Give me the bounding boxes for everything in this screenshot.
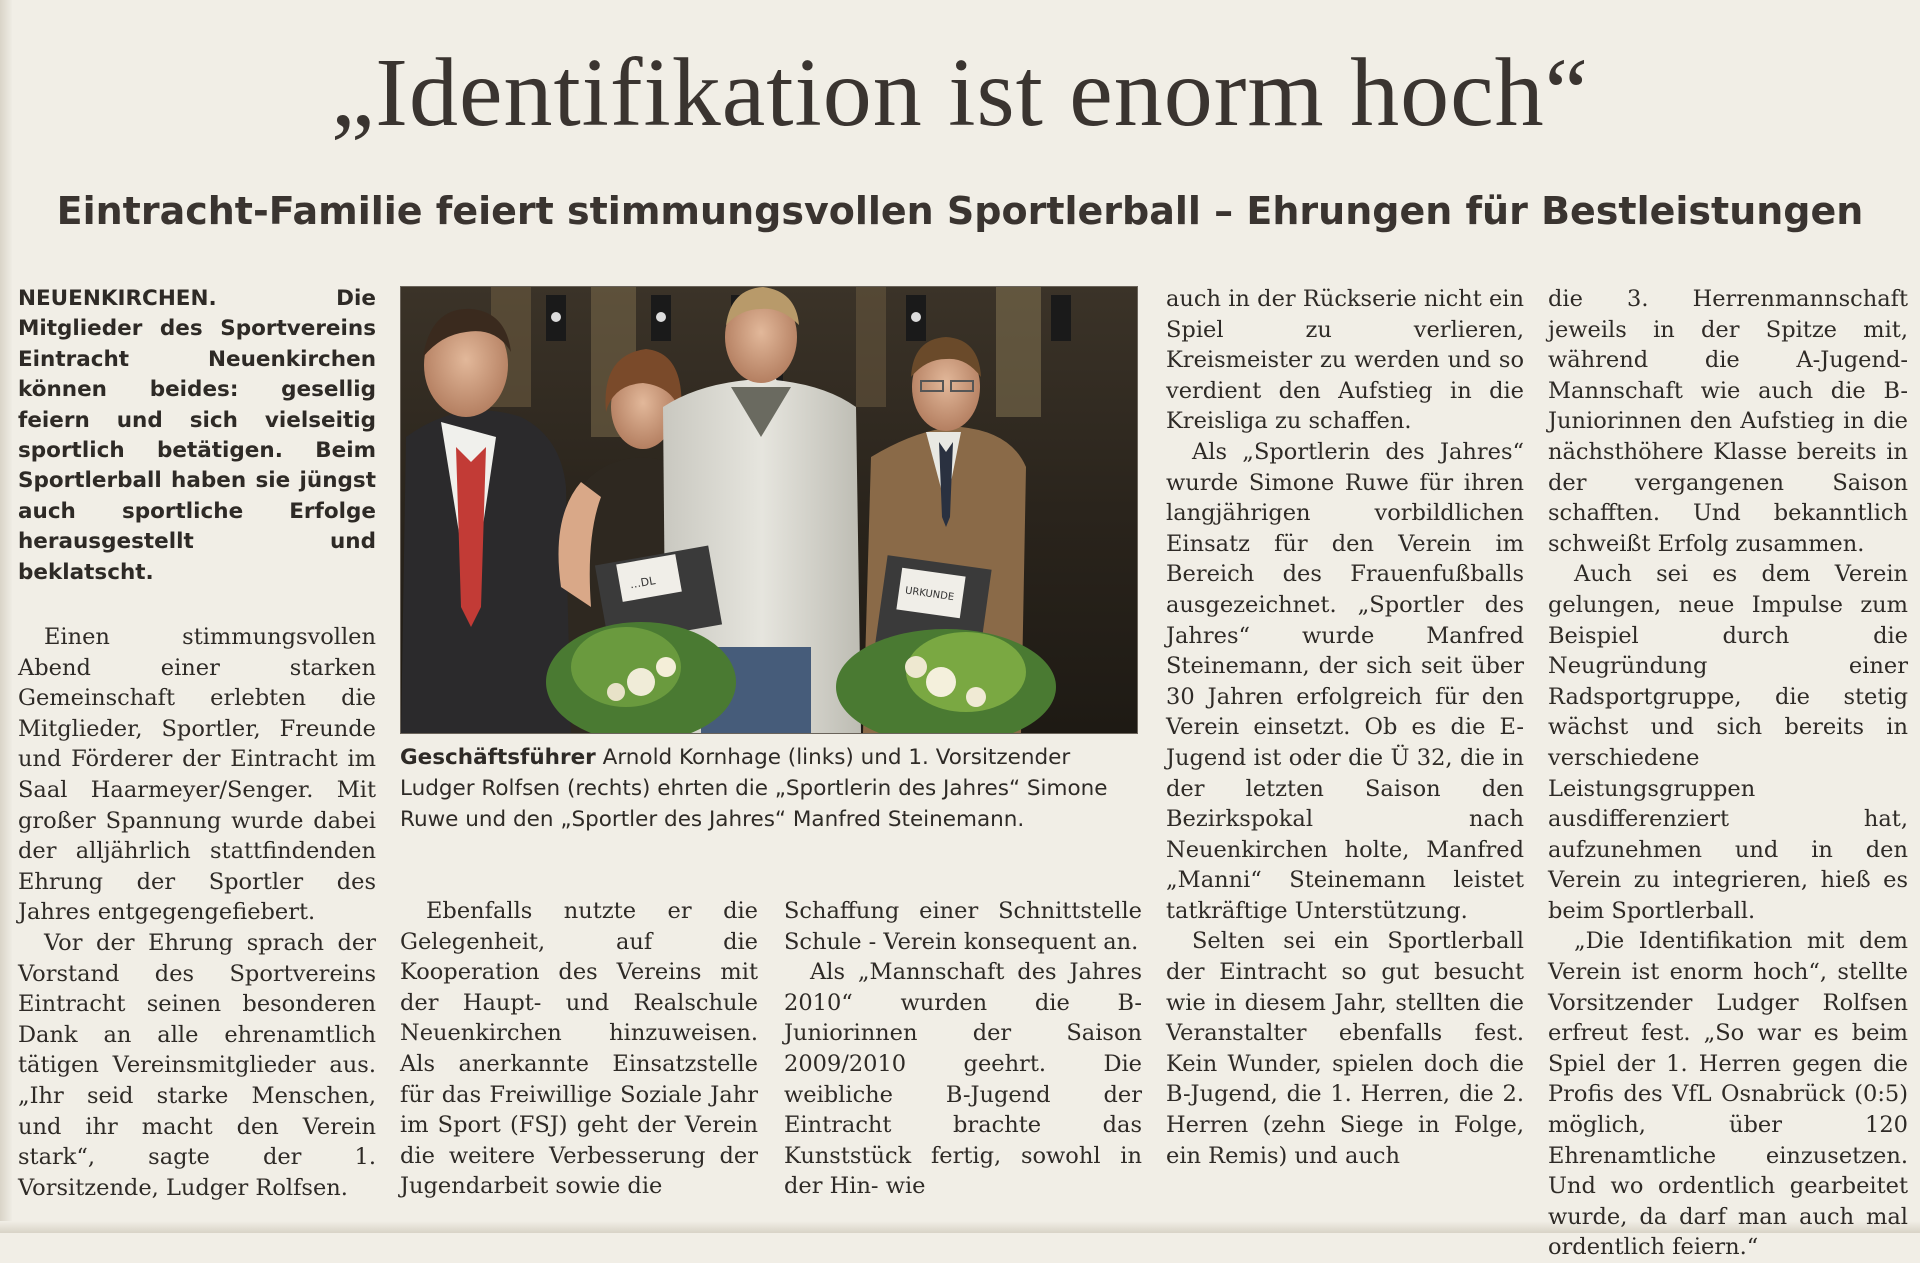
body-paragraph: Schaffung einer Schnittstelle Schule - Verein konsequent an. (784, 898, 1142, 955)
lead-paragraph: NEUENKIRCHEN. Die Mitglieder des Sportvereins Eintracht Neuenkirchen können beides: gesellig feiern und sich vielseitig sportlich betätigen. Beim Sportlerball haben sie jüngst auch sportliche Erfolge herausgestellt und beklatscht. (18, 286, 376, 585)
body-paragraph: Selten sei ein Sportlerball der Eintracht so gut besucht wie in diesem Jahr, stellten die Veranstalter ebenfalls fest. Kein Wunder, spielen doch die B-Jugend, die 1. Herren, die 2. Herren (zehn Siege in Folge, ein Remis) und auch (1166, 928, 1524, 1169)
body-paragraph: Als „Sportlerin des Jahres“ wurde Simone Ruwe für ihren langjährigen vorbildlichen Einsatz für den Verein im Bereich des Frauenfußballs ausgezeichnet. „Sportler des Jahres“ wurde Manfred Steinemann, der sich seit über 30 Jahren erfolgreich für den Verein einsetzt. Ob es die E-Jugend ist oder die Ü 32, die in der letzten Saison den Bezirkspokal nach Neuenkirchen holte, Manfred „Manni“ Steinemann leistet tatkräftige Unterstützung. (1166, 438, 1524, 924)
body-paragraph: Auch sei es dem Verein gelungen, neue Impulse zum Beispiel durch die Neugründung einer Radsportgruppe, die stetig wächst und sich bereits in verschiedene Leistungsgruppen ausdifferenziert hat, aufzunehmen und in den Verein zu integrieren, hieß es beim Sportlerball. (1548, 561, 1908, 924)
caption-text: Arnold Kornhage (links) und 1. Vorsitzender Ludger Rolfsen (rechts) ehrten die „Sportlerin des Jahres“ Simone Ruwe und den „Sportler des Jahres“ Manfred Steinemann. (400, 745, 1108, 832)
paper-edge (0, 0, 12, 1233)
body-paragraph: Als „Mannschaft des Jahres 2010“ wurden die B-Juniorinnen der Saison 2009/2010 geehrt. Die weibliche B-Jugend der Eintracht brachte das Kunststück fertig, sowohl in der Hin- wie (784, 959, 1142, 1200)
certificate-left-label: …DL (628, 574, 657, 592)
body-paragraph: die 3. Herrenmannschaft jeweils in der Spitze mit, während die A-Jugend-Mannschaft wie auch die B-Juniorinnen den Aufstieg in die nächsthöhere Klasse bereits in der vergangenen Saison schafften. Und bekanntlich schweißt Erfolg zusammen. (1548, 286, 1908, 557)
column-4 (1166, 284, 1524, 1171)
column-1 (18, 284, 376, 1203)
body-paragraph: Vor der Ehrung sprach der Vorstand des Sportvereins Eintracht seinen besonderen Dank an alle ehrenamtlich tätigen Vereinsmitglieder aus. „Ihr seid starke Menschen, und ihr macht den Verein stark“, sagte der 1. Vorsitzende, Ludger Rolfsen. (18, 930, 376, 1201)
subheadline: Eintracht-Familie feiert stimmungsvollen Sportlerball – Ehrungen für Bestleistungen (56, 189, 1864, 233)
body-paragraph: „Die Identifikation mit dem Verein ist enorm hoch“, stellte Vorsitzender Ludger Rolfsen erfreut fest. „So war es beim Spiel der 1. Herren gegen die Profis des VfL Osnabrück (0:5) möglich, über 120 Ehrenamtliche einzusetzen. Und wo ordentlich gearbeitet wurde, da darf man auch mal ordentlich feiern.“ (1548, 928, 1908, 1261)
body-paragraph: Ebenfalls nutzte er die Gelegenheit, auf die Kooperation des Vereins mit der Haupt- und Realschule Neuenkirchen hinzuweisen. Als anerkannte Einsatzstelle für das Freiwillige Soziale Jahr im Sport (FSJ) geht der Verein die weitere Verbesserung der Jugendarbeit sowie die (400, 898, 758, 1200)
photo-caption (400, 742, 1142, 835)
column-3 (784, 896, 1142, 1202)
body-paragraph: auch in der Rückserie nicht ein Spiel zu verlieren, Kreismeister zu werden und so verdient den Aufstieg in die Kreisliga zu schaffen. (1166, 286, 1524, 435)
column-5 (1548, 284, 1908, 1263)
caption-lead: Geschäftsführer (400, 745, 596, 770)
column-2 (400, 896, 758, 1202)
article-photo (400, 286, 1138, 734)
headline: „Identifikation ist enorm hoch“ (330, 39, 1590, 147)
body-paragraph: Einen stimmungsvollen Abend einer starken Gemeinschaft erlebten die Mitglieder, Sportler, Freunde und Förderer der Eintracht im Saal Haarmeyer/Senger. Mit großer Spannung wurde dabei der alljährlich stattfindenden Ehrung der Sportler des Jahres entgegengefiebert. (18, 624, 376, 926)
certificate-right-label: URKUNDE (904, 585, 955, 604)
